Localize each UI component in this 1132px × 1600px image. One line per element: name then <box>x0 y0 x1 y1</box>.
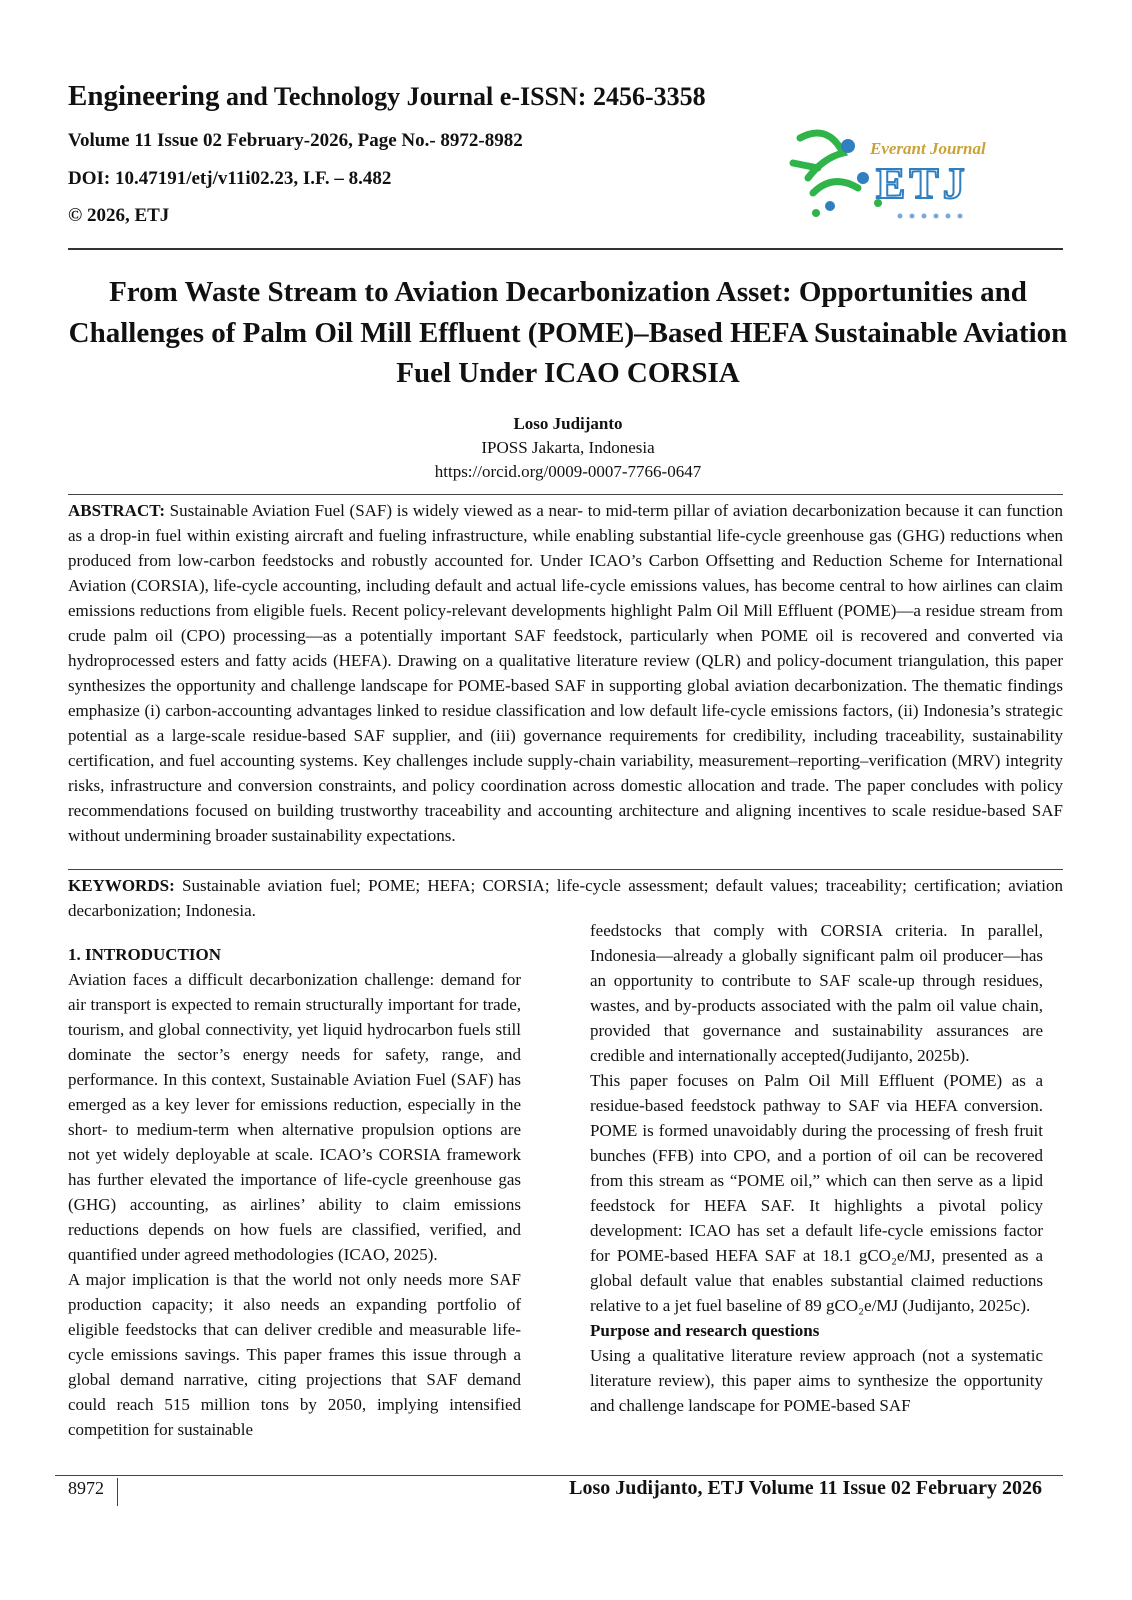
keywords-top-rule <box>68 869 1063 870</box>
keywords <box>68 873 1063 923</box>
author-orcid: https://orcid.org/0009-0007-7766-0647 <box>434 462 702 481</box>
keywords-label: KEYWORDS: <box>68 876 175 895</box>
left-paragraph-2: A major implication is that the world not only needs more SAF production capacity; it also needs an expanding portfolio of eligible feedstocks that can deliver credible and measurable life-cycle emissions savings. This paper frames this issue through a global demand narrative, citing projections that SAF demand could reach 515 million tons by 2050, implying intensified competition for sustainable <box>68 1270 521 1439</box>
abstract-text: Sustainable Aviation Fuel (SAF) is widely viewed as a near- to mid-term pillar of aviation decarbonization because it can function as a drop-in fuel within existing aircraft and fueling infrastructure, while enabling substantial life-cycle greenhouse gas (GHG) reductions when produced from low-carbon feedstocks and robustly accounted for. Under ICAO’s Carbon Offsetting and Reduction Scheme for International Aviation (CORSIA), life-cycle accounting, including default and actual life-cycle emissions values, has become central to how airlines can claim emissions reductions from eligible fuels. Recent policy-relevant developments highlight Palm Oil Mill Effluent (POME)—a residue stream from crude palm oil (CPO) processing—as a potentially important SAF feedstock, particularly when POME oil is recovered and converted via hydroprocessed esters and fatty acids (HEFA). Drawing on a qualitative literature review (QLR) and policy-document triangulation, this paper synthesizes the opportunity and challenge landscape for POME-based SAF in supporting global aviation decarbonization. The thematic findings emphasize (i) carbon-accounting advantages linked to residue classification and low default life-cycle emissions factors, (ii) Indonesia’s strategic potential as a large-scale residue-based SAF supplier, and (iii) governance requirements for credibility, including traceability, sustainability certification, and fuel accounting systems. Key challenges include supply-chain variability, measurement–reporting–verification (MRV) integrity risks, infrastructure and conversion constraints, and policy coordination across domestic allocation and trade. The paper concludes with policy recommendations focused on building trustworthy traceability and accounting architecture and aligning incentives to scale residue-based SAF without undermining broader sustainability expectations. <box>68 501 1064 845</box>
page-number: 8972 <box>68 1478 104 1498</box>
copyright-line: © 2026, ETJ <box>68 205 170 226</box>
right-paragraph-1: feedstocks that comply with CORSIA criteria. In parallel, Indonesia—already a globally significant palm oil producer—has an opportunity to contribute to SAF scale-up through residues, wastes, and by-products associated with the palm oil value chain, provided that governance and sustainability assurances are credible and internationally accepted(Judijanto, 2025b). <box>590 921 1043 1065</box>
footer-divider <box>117 1478 118 1506</box>
left-column <box>68 942 521 1442</box>
doi-line: DOI: 10.47191/etj/v11i02.23, I.F. – 8.482 <box>68 168 392 189</box>
right-paragraph-2: This paper focuses on Palm Oil Mill Effluent (POME) as a residue-based feedstock pathway to SAF via HEFA conversion. POME is formed unavoidably during the processing of fresh fruit bunches (FFB) into CPO, and a portion of oil can be recovered from this stream as “POME oil,” which can then serve as a lipid feedstock for HEFA SAF. It highlights a pivotal policy development: ICAO has set a default life-cycle emissions factor for POME-based HEFA SAF at 18.1 gCO₂e/MJ, presented as a global default value that enables substantial claimed reductions relative to a jet fuel baseline of 89 gCO₂e/MJ (Judijanto, 2025c). <box>590 1071 1043 1315</box>
logo-text-main: ETJ <box>876 159 969 208</box>
keywords-text: Sustainable aviation fuel; POME; HEFA; CORSIA; life-cycle assessment; default values; traceability; certification; aviation decarbonization; Indonesia. <box>68 876 1064 920</box>
left-paragraph-1: Aviation faces a difficult decarbonization challenge: demand for air transport is expected to remain structurally important for trade, tourism, and global connectivity, yet liquid hydrocarbon fuels still dominate the sector’s energy needs for safety, range, and performance. In this context, Sustainable Aviation Fuel (SAF) has emerged as a key lever for emissions reduction, especially in the short- to medium-term when alternative propulsion options are not yet widely deployable at scale. ICAO’s CORSIA framework has further elevated the importance of life-cycle greenhouse gas (GHG) accounting, as airlines’ ability to claim emissions reductions depends on how fuels are classified, verified, and quantified under agreed methodologies (ICAO, 2025). <box>68 970 521 1264</box>
right-column <box>590 918 1043 1418</box>
right-paragraph-3: Using a qualitative literature review approach (not a systematic literature review), this paper aims to synthesize the opportunity and challenge landscape for POME-based SAF <box>590 1346 1043 1415</box>
intro-heading: 1. INTRODUCTION <box>68 945 222 964</box>
abstract-top-rule <box>68 494 1063 495</box>
volume-line: Volume 11 Issue 02 February-2026, Page No.- 8972-8982 <box>68 130 523 151</box>
purpose-heading: Purpose and research questions <box>590 1321 820 1340</box>
abstract-label: ABSTRACT: <box>68 501 165 520</box>
footer-citation: Loso Judijanto, ETJ Volume 11 Issue 02 February 2026 <box>569 1477 1042 1499</box>
logo-text-top: Everant Journal <box>870 139 986 158</box>
footer-rule <box>55 1475 1063 1476</box>
author-affiliation: IPOSS Jakarta, Indonesia <box>481 438 655 457</box>
header-rule <box>68 248 1063 250</box>
paper-title: From Waste Stream to Aviation Decarbonization Asset: Opportunities and Challenges of Palm Oil Mill Effluent (POME)–Based HEFA Sustainable Aviation Fuel Under ICAO CORSIA <box>68 276 1068 389</box>
author-name: Loso Judijanto <box>513 414 623 433</box>
journal-name: Engineering and Technology Journal e-ISSN: 2456-3358 <box>68 80 706 112</box>
abstract <box>68 498 1063 848</box>
etj-logo <box>788 118 998 228</box>
